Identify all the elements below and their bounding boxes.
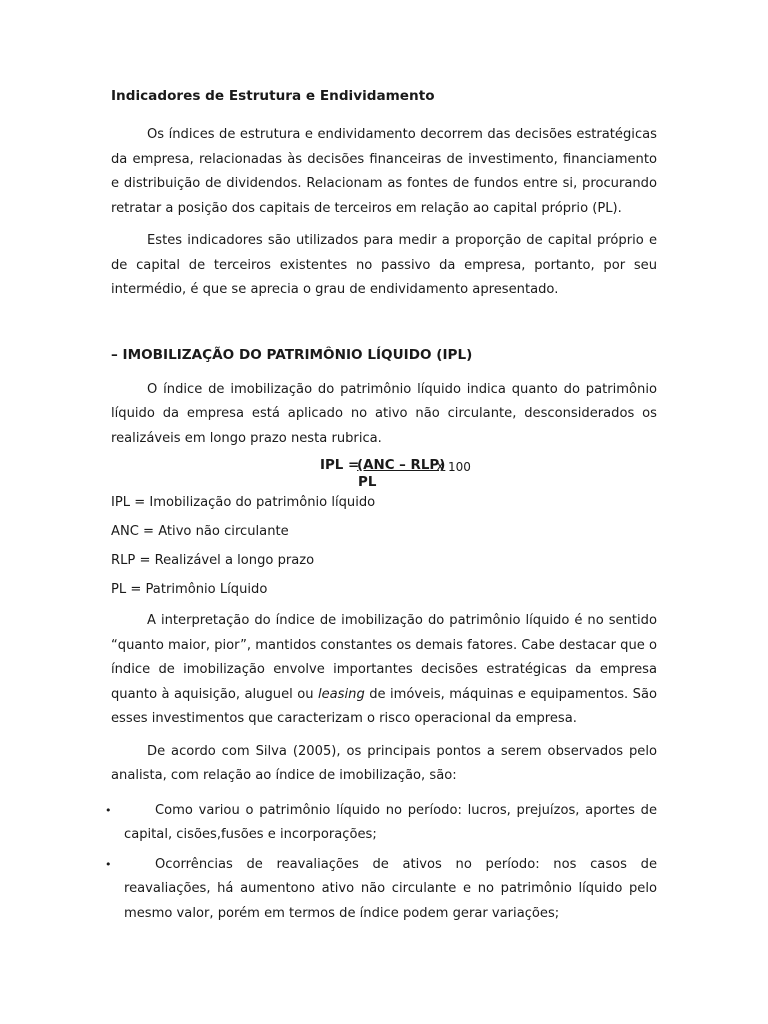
intro-paragraph-2: Estes indicadores são utilizados para medir a proporção de capital próprio e de capital de terceiros existentes no passivo da empresa, portanto, por seu intermédio, é que se aprecia o grau de endividamento apresentado. <box>111 233 657 297</box>
interpretation-text-end: de imóveis, máquinas e equipamentos. São esses investimentos que caracterizam o risco operacional da empresa. <box>111 686 657 726</box>
formula-denominator: PL <box>358 475 377 490</box>
definition-item: ANC = Ativo não circulante <box>111 524 289 539</box>
bullet-icon: • <box>105 803 112 817</box>
observation-points-list <box>105 799 657 927</box>
definitions-list <box>111 493 657 600</box>
interpretation-paragraph <box>111 609 657 732</box>
interpretation-italic-term: leasing <box>317 686 365 702</box>
formula-multiplier: X 100 <box>436 460 471 474</box>
document-body <box>105 86 657 931</box>
interpretation-text-start: A interpretação do índice de imobilização do patrimônio líquido é no sentido “quanto maior, pior”, mantidos constantes os demais fatores. Cabe destacar que o índice de imobilização envolve importantes decisões estratégicas da empresa quanto à aquisição, aluguel ou <box>111 613 657 702</box>
intro-paragraph-1: Os índices de estrutura e endividamento decorrem das decisões estratégicas da empresa, relacionadas às decisões financeiras de investimento, financiamento e distribuição de dividendos. Relacionam as fontes de fundos entre si, procurando retratar a posição dos capitais de terceiros em relação ao capital próprio (PL). <box>111 127 657 216</box>
observation-point-text: Ocorrências de reavaliações de ativos no período: nos casos de reavaliações, há aumentono ativo não circulante e no patrimônio líquido pelo mesmo valor, porém em termos de índice podem gerar variações; <box>124 856 657 921</box>
section-title: – IMOBILIZAÇÃO DO PATRIMÔNIO LÍQUIDO (IPL) <box>111 346 473 363</box>
definition-item: RLP = Realizável a longo prazo <box>111 553 315 568</box>
ipl-formula <box>111 457 657 491</box>
observation-point <box>105 853 657 927</box>
bullet-icon: • <box>105 857 112 871</box>
document-title: Indicadores de Estrutura e Endividamento <box>111 88 435 104</box>
section-intro-paragraph: O índice de imobilização do patrimônio líquido indica quanto do patrimônio líquido da empresa está aplicado no ativo não circulante, desconsiderados os realizáveis em longo prazo nesta rubrica. <box>111 381 657 446</box>
definition-item: IPL = Imobilização do patrimônio líquido <box>111 495 376 510</box>
observation-point <box>105 799 657 848</box>
formula-lhs: IPL = <box>320 458 360 473</box>
silva-intro-paragraph: De acordo com Silva (2005), os principais pontos a serem observados pelo analista, com relação ao índice de imobilização, são: <box>111 743 657 783</box>
definition-item: PL = Patrimônio Líquido <box>111 582 268 597</box>
formula-numerator: (ANC – RLP) <box>357 458 446 473</box>
observation-point-text: Como variou o patrimônio líquido no período: lucros, prejuízos, aportes de capital, cisões,fusões e incorporações; <box>124 802 657 842</box>
